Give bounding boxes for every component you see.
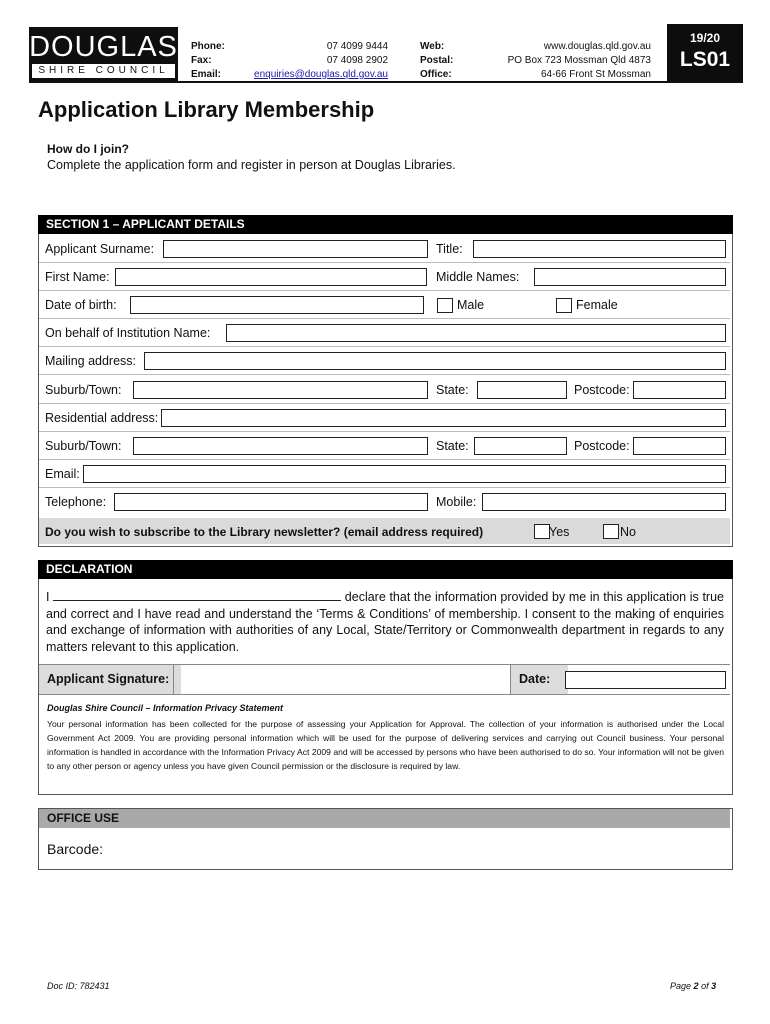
doc-id: Doc ID: 782431 [47, 981, 110, 991]
page-prefix: Page [670, 981, 692, 991]
privacy-title: Douglas Shire Council – Information Privacy Statement [47, 703, 284, 713]
email-label: Email: [45, 467, 80, 481]
email-link[interactable]: enquiries@douglas.qld.gov.au [254, 69, 388, 80]
title-input[interactable] [473, 240, 726, 258]
newsletter-yes-label: Yes [549, 525, 570, 539]
first-name-label: First Name: [45, 270, 110, 284]
declaration-header: DECLARATION [38, 560, 733, 579]
postal-value: PO Box 723 Mossman Qld 4873 [507, 55, 651, 66]
declaration-divider [39, 694, 730, 695]
residential-state-label: State: [436, 439, 469, 453]
row-divider [39, 431, 730, 432]
page-current: 2 [693, 981, 699, 991]
row-divider [39, 346, 730, 347]
web-label: Web: [420, 41, 445, 52]
contact-labels [191, 40, 241, 82]
form-year: 19/20 [689, 31, 721, 45]
intro-answer: Complete the application form and register in person at Douglas Libraries. [47, 158, 456, 172]
residential-address-label: Residential address: [45, 411, 159, 425]
date-label: Date: [511, 665, 568, 694]
mailing-postcode-input[interactable] [633, 381, 726, 399]
row-divider [39, 262, 730, 263]
page-title: Application Library Membership [38, 97, 375, 122]
council-logo [29, 27, 178, 81]
declaration-line2: is true and correct and I have read and understand the ‘Terms & Conditions’ of membership. I consent to the making of enquiries and exchange of information with authorities of any Local, State/Territory or Commonwealth department in regards to any matters relevant to this application. [46, 590, 724, 654]
intro-question: How do I join? [47, 142, 129, 156]
mailing-address-label: Mailing address: [45, 354, 137, 368]
declaration-text [46, 588, 724, 655]
telephone-label: Telephone: [45, 495, 107, 509]
newsletter-no-checkbox[interactable] [603, 524, 619, 539]
mailing-address-input[interactable] [144, 352, 726, 370]
surname-label: Applicant Surname: [45, 242, 155, 256]
middle-names-input[interactable] [534, 268, 726, 286]
row-divider [39, 290, 730, 291]
residential-state-input[interactable] [474, 437, 567, 455]
logo-main-text: DOUGLAS [29, 31, 178, 63]
surname-input[interactable] [163, 240, 428, 258]
mailing-suburb-input[interactable] [133, 381, 428, 399]
newsletter-question: Do you wish to subscribe to the Library newsletter? (email address required) [45, 525, 484, 539]
office-use-header: OFFICE USE [39, 809, 730, 828]
dob-input[interactable] [130, 296, 424, 314]
female-label: Female [576, 298, 618, 312]
residential-postcode-input[interactable] [633, 437, 726, 455]
row-divider [39, 318, 730, 319]
address-labels [420, 40, 470, 82]
residential-address-input[interactable] [161, 409, 726, 427]
section1-header: SECTION 1 – APPLICANT DETAILS [38, 215, 733, 234]
newsletter-no-label: No [620, 525, 636, 539]
form-code-badge [667, 24, 743, 82]
first-name-input[interactable] [115, 268, 427, 286]
email-label: Email: [191, 69, 222, 80]
phone-value: 07 4099 9444 [326, 41, 388, 52]
mobile-label: Mobile: [436, 495, 477, 509]
office-label: Office: [420, 69, 452, 80]
web-value[interactable]: www.douglas.qld.gov.au [543, 41, 651, 52]
logo-sub-text: SHIRE COUNCIL [32, 64, 175, 78]
barcode-label: Barcode: [47, 841, 104, 857]
page-number [670, 981, 716, 991]
dob-label: Date of birth: [45, 298, 117, 312]
residential-postcode-label: Postcode: [574, 439, 630, 453]
mailing-state-input[interactable] [477, 381, 567, 399]
male-checkbox[interactable] [437, 298, 453, 313]
declarant-name-line[interactable] [53, 588, 341, 601]
fax-label: Fax: [191, 55, 212, 66]
contact-values [243, 40, 388, 82]
institution-input[interactable] [226, 324, 726, 342]
phone-label: Phone: [191, 41, 225, 52]
male-label: Male [457, 298, 485, 312]
row-divider [39, 459, 730, 460]
telephone-input[interactable] [114, 493, 428, 511]
date-input[interactable] [565, 671, 726, 689]
page-total: 3 [711, 981, 717, 991]
middle-names-label: Middle Names: [436, 270, 520, 284]
row-divider [39, 487, 730, 488]
female-checkbox[interactable] [556, 298, 572, 313]
mailing-postcode-label: Postcode: [574, 383, 630, 397]
mailing-suburb-label: Suburb/Town: [45, 383, 122, 397]
residential-suburb-input[interactable] [133, 437, 428, 455]
row-divider [39, 374, 730, 375]
signature-label: Applicant Signature: [39, 665, 181, 694]
fax-value: 07 4098 2902 [326, 55, 388, 66]
declaration-line1: declare that the information provided by me in this application [344, 590, 687, 604]
signature-field[interactable] [174, 665, 510, 694]
row-divider [39, 403, 730, 404]
address-values [480, 40, 651, 82]
residential-suburb-label: Suburb/Town: [45, 439, 122, 453]
office-value: 64-66 Front St Mossman [540, 69, 651, 80]
email-input[interactable] [83, 465, 726, 483]
mailing-state-label: State: [436, 383, 469, 397]
page-of: of [701, 981, 709, 991]
declaration-i: I [46, 590, 50, 604]
form-code: LS01 [679, 48, 731, 71]
newsletter-yes-checkbox[interactable] [534, 524, 550, 539]
postal-label: Postal: [420, 55, 454, 66]
institution-label: On behalf of Institution Name: [45, 326, 211, 340]
header-divider [29, 81, 743, 83]
title-label: Title: [436, 242, 463, 256]
privacy-text: Your personal information has been collected for the purpose of assessing your Application for Approval. The collection of your information is authorised under the Local Government Act 2009. You are providing personal information which will be used for the purpose of delivering services and carrying out Council business. Your personal information is handled in accordance with the Information Privacy Act 2009 and will be accessed by persons who have been authorised to do so. Your information will not be given to any other person or agency unless you have given Council permission or the disclosure is required by law. [47, 719, 724, 771]
mobile-input[interactable] [482, 493, 726, 511]
